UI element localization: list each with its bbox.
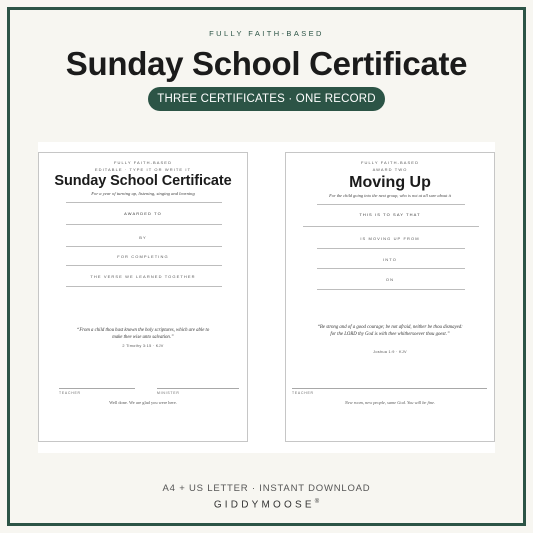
header-kicker: FULLY FAITH-BASED <box>209 29 324 38</box>
cert1-teacher-line <box>59 388 135 389</box>
cert2-closing: New room, new people, same God. You will be fine. <box>344 400 436 405</box>
cert1-field-verse: THE VERSE WE LEARNED TOGETHER <box>90 274 196 279</box>
cert1-line <box>66 265 222 266</box>
cert2-title: Moving Up <box>349 174 431 191</box>
cert1-field-awarded: AWARDED TO <box>124 211 162 216</box>
cert2-line <box>303 226 479 227</box>
cert1-line <box>66 224 222 225</box>
cert2-field-say: THIS IS TO SAY THAT <box>359 212 421 217</box>
page-title: Sunday School Certificate <box>65 45 468 82</box>
cert2-verse-ref: Joshua 1:9 · KJV <box>373 350 407 354</box>
cert1-line <box>66 246 222 247</box>
cert2-teacher-line <box>292 388 487 389</box>
formats-line: A4 + US LETTER · INSTANT DOWNLOAD <box>162 483 371 494</box>
certificates-badge: THREE CERTIFICATES · ONE RECORD <box>148 87 385 111</box>
cert1-title: Sunday School Certificate <box>54 173 232 189</box>
cert1-tagline: For a year of turning up, listening, singing and learning <box>91 191 195 196</box>
cert1-minister-label: MINISTER <box>157 391 180 395</box>
cert2-field-from: IS MOVING UP FROM <box>360 236 420 241</box>
brand-name <box>0 499 533 510</box>
cert1-kicker: FULLY FAITH-BASED <box>113 160 173 165</box>
cert2-line <box>317 268 465 269</box>
cert1-line <box>66 286 222 287</box>
cert1-verse: “From a child thou hast known the holy scriptures, which are able to make thee wise unto salvation.” <box>76 328 210 340</box>
certificate-sunday-school <box>38 152 248 442</box>
registered-mark: ® <box>314 499 320 505</box>
cert1-verse-ref: 2 Timothy 3:15 · KJV <box>122 344 164 348</box>
cert1-subkicker: EDITABLE · TYPE IT OR WRITE IT <box>94 167 192 172</box>
cert2-kicker: FULLY FAITH-BASED <box>360 160 420 165</box>
cert1-field-completing: FOR COMPLETING <box>117 254 169 259</box>
cert2-subkicker: AWARD TWO <box>372 167 408 172</box>
cert2-teacher-label: TEACHER <box>292 391 314 395</box>
certificate-moving-up <box>285 152 495 442</box>
cert2-field-into: INTO <box>383 257 397 262</box>
cert1-closing: Well done. We are glad you were here. <box>109 400 177 405</box>
cert1-rule <box>66 202 222 203</box>
cert2-field-on: ON <box>385 277 395 282</box>
cert1-teacher-label: TEACHER <box>59 391 81 395</box>
cert2-verse: “Be strong and of a good courage; be not afraid, neither be thou dismayed: for the LORD thy God is with thee whithersoever thou goest.” <box>317 325 463 337</box>
cert2-rule <box>317 204 465 205</box>
cert2-line <box>317 248 465 249</box>
cert2-line <box>317 289 465 290</box>
cert1-minister-line <box>157 388 239 389</box>
cert2-tagline: For the child going into the next group, who is not at all sure about it <box>329 193 451 198</box>
brand-text: GIDDYMOOSE <box>213 499 315 511</box>
cert1-field-by: BY <box>139 235 147 240</box>
